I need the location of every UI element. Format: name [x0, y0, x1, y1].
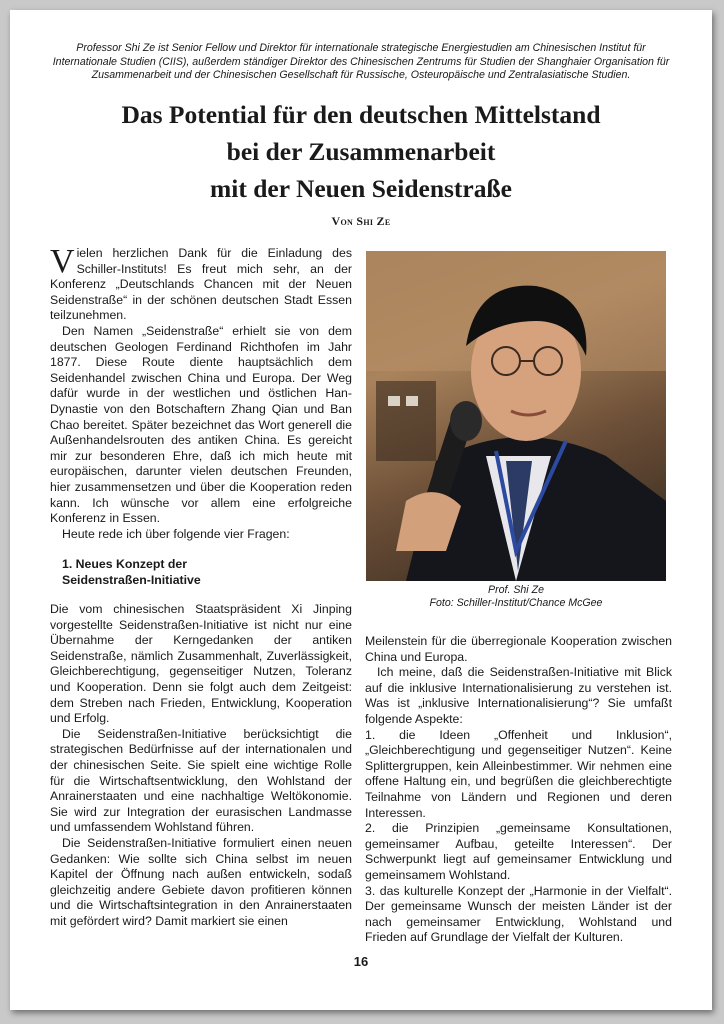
speaker-photo: [366, 251, 666, 581]
byline: Von Shi Ze: [331, 214, 391, 228]
article-title: [40, 96, 682, 207]
text-column-left-bottom: [50, 602, 352, 929]
speaker-illustration: [366, 251, 666, 581]
paragraph: Ich meine, daß die Seidenstraßen-Initiative mit Blick auf die inklusive Internationalisierung zu verstehen ist. Was ist „inklusive Internationalisierung“? Sie umfaßt folgende Aspekte:: [365, 665, 672, 726]
paragraph: Heute rede ich über folgende vier Fragen:: [62, 526, 290, 541]
author-intro: Professor Shi Ze ist Senior Fellow und Direktor für internationale strategische Energiestudien am Chinesischen Institut für Internationale Studien (CIIS), außerdem ständiger Direktor des Chinesischen Zentrums für Studien der Shanghaier Organisation für Zusammenarbeit und der Chinesischen Gesellschaft für Russische, Osteuropäische und Zentralasiatische Studien.: [52, 42, 670, 82]
paragraph-text: ielen herzlichen Dank für die Einladung des Schiller-Instituts! Es freut mich sehr, an der Konferenz „Deutschlands Chancen mit der Neuen Seidenstraße“ in der schönen deutschen Stadt Essen teilzunehmen.: [50, 246, 352, 323]
section-heading-line-1: 1. Neues Konzept der: [62, 557, 188, 571]
title-line-2: bei der Zusammenarbeit: [226, 137, 496, 166]
title-line-3: mit der Neuen Seidenstraße: [210, 174, 512, 203]
list-item: 3. das kulturelle Konzept der „Harmonie in der Vielfalt“. Der gemeinsame Wunsch der meisten Länder ist der nach gemeinsamer Entwicklung, Wohlstand und Frieden auf Grundlage der Vielfalt der Kulturen.: [365, 883, 672, 945]
photo-caption: [366, 584, 666, 611]
caption-name: Prof. Shi Ze: [488, 584, 544, 596]
section-heading: [62, 557, 352, 588]
list-item: 2. die Prinzipien „gemeinsame Konsultationen, gemeinsamer Aufbau, geteilte Interessen“. Der Schwerpunkt liegt auf gemeinsamer Entwicklung und gemeinsamem Wohlstand.: [365, 821, 672, 882]
paragraph: Die Seidenstraßen-Initiative formuliert einen neuen Gedanken: Wie sollte sich China selbst im neuen Kapitel der Öffnung nach außen entwickeln, sodaß gleichzeitig andere Gebiete davon profitieren können und die Wirtschaftsintegration in den Anrainerstaaten mit gefördert wird? Damit markiert sie einen: [50, 835, 352, 928]
magazine-page: [10, 10, 712, 1010]
section-heading-line-2: Seidenstraßen-Initiative: [62, 572, 201, 587]
paragraph: Die Seidenstraßen-Initiative berücksichtigt die strategischen Bedürfnisse auf der internationalen und der chinesischen Seite. Sie spielt eine wichtige Rolle für die Wirtschaftsentwicklung, den Wohlstand der Anrainerstaaten und eine nachhaltige Weltökonomie. Sie wird zur Integration der eurasischen Landmasse und umfassendem Wohlstand führen.: [50, 726, 352, 835]
paragraph: Die vom chinesischen Staatspräsident Xi Jinping vorgestellte Seidenstraßen-Initiative ist nicht nur eine Übernahme der Kerngedanken der antiken Seidenstraße, nämlich Zusammenhalt, Zuverlässigkeit, Gleichberechtigung, gegenseitiger Nutzen, Toleranz und Kooperation. Denn sie folgt auch dem Zeitgeist: dem Streben nach Frieden, Entwicklung, Kooperation und Erfolg.: [50, 602, 352, 726]
drop-cap: V: [50, 243, 75, 280]
page-number: 16: [353, 954, 369, 969]
caption-credit: Foto: Schiller-Institut/Chance McGee: [429, 597, 603, 610]
paragraph: Den Namen „Seidenstraße“ erhielt sie von dem deutschen Geologen Ferdinand Richthofen im Jahr 1877. Diese Route diente hauptsächlich dem Seidenhandel zwischen China und Europa. Der Weg dafür wurde in der westlichen und östlichen Han-Dynastie von den Botschaftern Zhang Qian und Ban Chao bereitet. Später bezeichnet das Wort generell die Außenhandelsrouten des antiken China. Es gereicht mir zur besonderen Ehre, daß ich mich heute mit europäischen, darunter vielen deutschen Freunden, hier zusammensetzen und über die Kooperation reden kann. Ich wünsche vor allem eine erfolgreiche Konferenz in Essen.: [50, 323, 352, 526]
text-column-left-top: [50, 243, 352, 542]
list-item: 1. die Ideen „Offenheit und Inklusion“, „Gleichberechtigung und gegenseitiger Nutzen“. Keine Splittergruppen, kein Alleinbestimmer. Wir nehmen eine offene Haltung ein, und begrüßen die gleichberechtigte Teilnahme von Ländern und Regionen und deren Interessen.: [365, 727, 672, 820]
paragraph: Meilenstein für die überregionale Kooperation zwischen China und Europa.: [365, 634, 672, 664]
title-line-1: Das Potential für den deutschen Mittelstand: [121, 100, 601, 129]
paragraph: [50, 243, 352, 324]
text-column-right: [365, 634, 672, 946]
